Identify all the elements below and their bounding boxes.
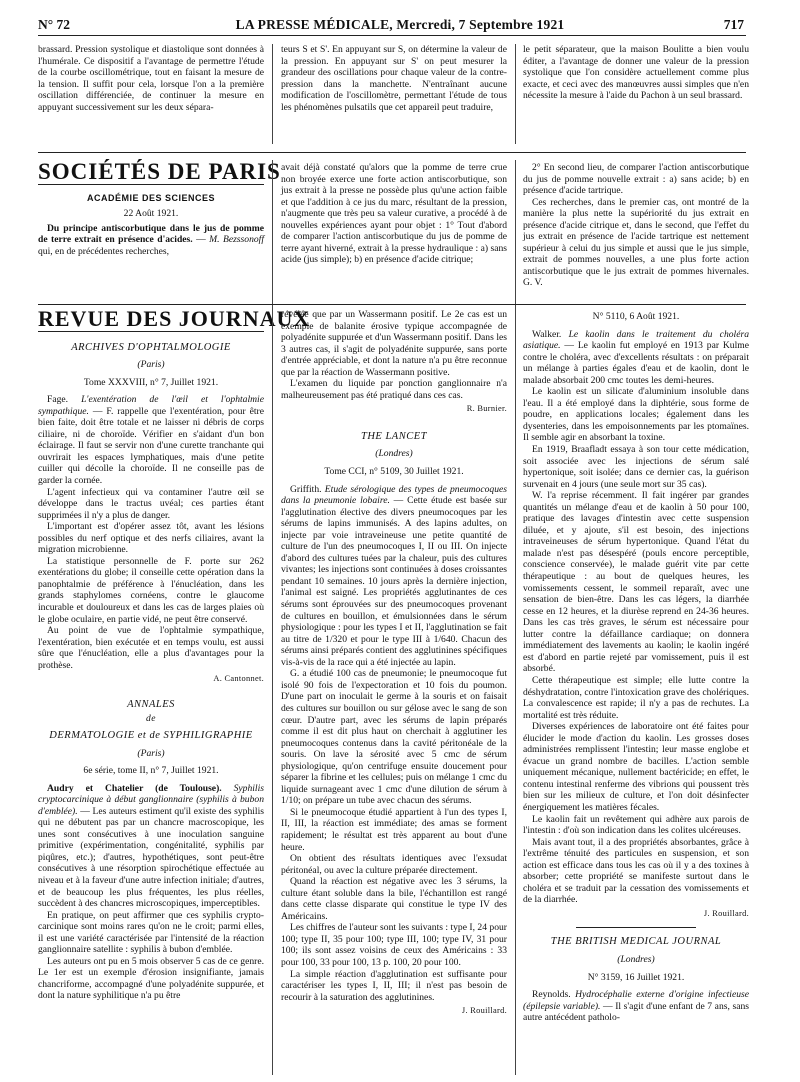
article-lead [38, 783, 264, 910]
session-date: 22 Août 1921. [123, 208, 179, 220]
academie-heading: ACADÉMIE DES SCIENCES [86, 192, 216, 203]
issue-number: N° 72 [38, 17, 71, 32]
body-paragraph: On obtient des résultats identiques avec l'exsudat péritonéal, ou avec la culture préparée directement. [281, 853, 507, 876]
signature: J. Rouillard. [461, 1006, 507, 1016]
top-paragraph: le petit séparateur, que la maison Boulitte a bien voulu éditer, a l'avantage de donner une valeur de la pression systolique que l'on considère actuellement comme plus exacte, et ceci avec des manœuvres aussi simples que n'en nécessite la mesure à l'aide du Pachon à un seul brassard. [523, 44, 749, 102]
journal-city: (Londres) [375, 448, 413, 460]
article-text: — Le kaolin fut employé en 1913 par Kulme contre le choléra, avec d'excellents résultats : on préparait un mélange à parties égales d'eau et de kaolin, dont le malade absorbait 200 cmc toutes les demi-heures. [523, 340, 749, 386]
body-paragraph: En 1919, Braafladt essaya à son tour cette médication, soit associée avec les injections de sérum salé hypertonique, soit isolée; dans ce dernier cas, la guérison survenait en 4 jours (une seule mort sur 35 cas). [523, 444, 749, 490]
article-title: L'exentération de l'œil et l'ophtalmie sympathique. [38, 394, 264, 417]
signature: R. Burnier. [466, 404, 507, 414]
journal-issue: Tome XXXVIII, n° 7, Juillet 1921. [83, 376, 219, 388]
body-paragraph: avait déjà constaté qu'alors que la pomme de terre crue non broyée exerce une forte action antiscorbutique, son jus extrait à la presse ne possède plus qu'une action faible et que l'addition à ce jus du marc, résultant de la pression, n'augmente que très peu sa valeur curative, a procédé à de nouvelles expériences ayant pour objet : 1° Tout d'abord de comparer l'action antiscorbutique du jus de pomme de terre ayant hiverné, extrait à la presse hydraulique : a) sans acide (jus simple); b) en présence d'acide citrique; [281, 162, 507, 266]
journal-issue: N° 3159, 16 Juillet 1921. [587, 971, 685, 983]
signature: A. Cantonnet. [213, 674, 264, 684]
body-paragraph: Les auteurs ont pu en 5 mois observer 5 cas de ce genre. Le 1er est un exemple d'érosion insignifiante, jamais chancriforme, accompagné d'une polyadénite suppurée, et dont la nature syphilitique n'a pu être [38, 955, 264, 1002]
article-author: Griffith. [290, 483, 322, 495]
body-paragraph: W. l'a reprise récemment. Il fait ingérer par grandes quantités un mélange d'eau et de kaolin à 50 pour 100, pratique des lavages d'intestin avec cette suspension diluée, et y ajoute, s'il est besoin, des injections intraveineuses de sérum hypertonique. Quand l'état du malade n'est pas désespéré (pouls encore perceptible, conscience conservée), le malade guérit vite par cette thérapeutique : au bout de quelques heures, les vomissements cessent, le sommeil reparaît, avec une sensation de bien-être. Dans les cas légers, la diarrhée cesse en 12 heures, et la diurèse reprend en 24-36 heures. Dans les cas très graves, le sérum est nécessaire pour lutter contre la défaillance cardiaque; on donnera immédiatement des lavements au kaolin; le kaolin ingéré est d'abord en partie rejeté par vomissement, puis il est absorbé. [523, 490, 749, 675]
body-paragraph: En pratique, on peut affirmer que ces syphilis crypto-carcinique sont moins rares qu'on ne le croit; parmi elles, il est une variété caractérisée par l'intensité de la réaction ganglionnaire satellite : syphilis à bubon d'emblée. [38, 909, 264, 956]
body-paragraph: Le kaolin fait un revêtement qui adhère aux parois de l'intestin : d'où son indication dans les colites ulcéreuses. [523, 813, 749, 837]
body-paragraph: Diverses expériences de laboratoire ont été faites pour élucider le mode d'action du kaolin. Les grosses doses administrées remplissent l'intestin; leur masse englobe et évacue un grand nombre de bacilles. L'action semble uniquement mécanique, nullement bactéricide; en effet, le contenu intestinal renferme des vibrions qui poussent très bien sur les milieux de culture, et l'on doit désinfecter énergiquement les matières fécales. [523, 721, 749, 813]
article-title: Syphilis cryptocarcinique à début ganglionnaire (syphilis à bubon d'emblée). [38, 782, 264, 817]
body-paragraph: La statistique personnelle de F. porte sur 262 exentérations du globe; il conseille cette opération dans la panophtalmie de préférence à l'énucléation, dans les grands staphylomes cornéens, contre le glaucome incurable et douloureux et dans les cas de larges plaies où le globe oculaire, en partie vidé, ne peut être conservé. [38, 555, 264, 625]
body-paragraph: G. a étudié 100 cas de pneumonie; le pneumocoque fut isolé 90 fois de l'expectoration et 10 fois du poumon. D'une part on inoculait le germe à la souris et on faisait des cultures sur bouillon ou sur gélose avec le sang de son cœur. D'autre part, avec les sérums de lapin préparés comme il est dit plus haut on cherchait à agglutiner les pneumocoques contenus dans la cavité péritonéale de la souris. On lave la sérosité avec 5 cmc de sérum physiologique, qu'on centrifuge ensuite doucement pour séparer la fibrine et les cellules; puis on mélange 1 cmc du liquide surnageant avec 1 cmc d'une dilution de sérum à 1/10; on prépare un tube avec chacun des sérums. [281, 668, 507, 807]
section-rule [38, 152, 746, 153]
journal-name: DERMATOLOGIE et de SYPHILIGRAPHIE [49, 729, 253, 741]
article-text: — Les auteurs estiment qu'il existe des syphilis qui ne débutent pas par un chancre macroscopique, les unes sont consécutives à une inoculation sanguine primitive (expérimentation, congénitalité, syphilis par piqûres, etc.); d'autres, hypothétiques, sont peut-être consécutives à une résorption spirochétique effectuée au niveau et à la faveur d'une autre infection initiale; d'autres, et de beaucoup les plus fréquentes, les plus réelles, succèdent à des chancres microscopiques, imperceptibles. [38, 805, 264, 910]
section-title-revue: REVUE DES JOURNAUX [38, 306, 311, 331]
journal-city: (Paris) [137, 359, 165, 371]
journal-issue: Tome CCI, n° 5109, 30 Juillet 1921. [324, 466, 464, 478]
column-rule [515, 309, 516, 1075]
body-paragraph: Les chiffres de l'auteur sont les suivants : type I, 24 pour 100; type II, 35 pour 100; type III, 100; type IV, 31 pour 100; ils sont assez voisins de ceux des Américains : 33 pour 100, 33 pour 100, 13 p. 100, 20 pour 100. [281, 922, 507, 968]
journal-name: THE BRITISH MEDICAL JOURNAL [550, 936, 722, 948]
body-paragraph: Au point de vue de l'ophtalmie sympathique, l'exentération, bien exécutée et en temps voulu, est aussi sûre que l'énucléation, elle a plus d'avantages pour la prothèse. [38, 625, 264, 671]
body-paragraph: L'important est d'opérer assez tôt, avant les lésions possibles du nerf optique et des nerfs ciliaires, avant la migration microbienne. [38, 521, 264, 556]
separator-rule [576, 927, 696, 928]
lead-paragraph: Du principe antiscorbutique dans le jus de pomme de terre extrait en présence d'acides. — M. Bezssonoff qui, en de précédentes recherches, [38, 222, 264, 257]
body-paragraph: révélée que par un Wassermann positif. Le 2e cas est un exemple de balanite érosive typique accompagnée de polyadénite suppurée et d'un Wassermann positif. Dans les 3 autres cas, il s'agit de polyadénite suppurée, sans porte d'entrée appréciable, et dont la nature n'a pu être reconnue que par la réaction de Wassermann positive. [281, 309, 507, 378]
journal-city: (Londres) [617, 953, 655, 965]
section-rule [38, 304, 746, 305]
signature: J. Rouillard. [703, 908, 749, 918]
article-text: — Cette étude est basée sur l'agglutination élective des divers pneumocoques par les sérums de lapins immunisés. A des lapins adultes, on injecte par voie intraveineuse une petite quantité de culture de l'un des pneumocoques I, II ou III. On injecte d'abord des cultures tuées par la chaleur, puis des cultures vivantes; les injections sont continuées à doses croissantes pendant 10 semaines. 10 jours après la dernière injection, l'animal est saigné. Les propriétés agglutinantes de ces sérums sont éprouvées sur des pneumocoques provenant de cultures en bouillon, et émulsionnées dans le sérum physiologique : pour les types I et II, l'agglutination se fait au titre de 1/320 et pour le type III à 1/640. Chacun des sérums ainsi préparés contient des agglutinines spécifiques vis-à-vis de la race qui a été injectée au lapin. [281, 495, 507, 668]
article-text: — F. rappelle que l'exentération, pour être bien faite, doit être totale et ne laisser ni débris de corps ciliaire, ni de choroïde. Vérifier en s'aidant d'un bon éclairage. Il faut se servir non d'une curette tranchante qui ouvrirait les espaces lymphatiques, mais d'une petite cuiller qui décolle la choroïde. Il ne conseille pas de garder la cornée. [38, 405, 264, 487]
body-paragraph [523, 197, 749, 289]
column-rule [515, 160, 516, 310]
article-lead [523, 329, 749, 387]
body-paragraph: Le kaolin est un silicate d'aluminium insoluble dans l'eau. Il a été employé dans la diphtérie, sous forme de poudre, en applications locales; également dans les dysenteries, dans les empoisonnements par les ptomaïnes. Il semble agir en absorbant la toxine. [523, 386, 749, 444]
journal-issue: N° 5110, 6 Août 1921. [592, 311, 680, 322]
body-paragraph: La simple réaction d'agglutination est suffisante pour caractériser les types I, II, III; il n'est pas besoin de recourir à la saturation des agglutinines. [281, 968, 507, 1003]
revue-column-3 [523, 309, 749, 1075]
body-paragraph: Mais avant tout, il a des propriétés absorbantes, grâce à l'extrême ténuité des particules en suspension, et son action est efficace dans tous les cas où il y a des toxines à absorber; cette propriété se manifeste surtout dans le choléra et se traduit par la cessation des vomissements et de la diarrhée. [523, 836, 749, 906]
article-title: Etude sérologique des types de pneumocoques dans la pneumonie lobaire. [281, 483, 507, 507]
top-paragraph: brassard. Pression systolique et diastolique sont données à l'humérale. Ce dispositif a l'avantage de permettre l'étude de la courbe oscillométrique, tout en faisant la mesure de la tension. Il suffit pour cela, lorsque l'on a la première oscillation différenciée, de continuer la mesure en appuyant successivement sur les deux sépara- [38, 44, 264, 113]
signature: G. V. [523, 277, 543, 289]
journal-name: ARCHIVES D'OPHTALMOLOGIE [71, 341, 231, 353]
column-rule [515, 44, 516, 144]
running-title: LA PRESSE MÉDICALE, Mercredi, 7 Septembre 1921 [235, 17, 565, 32]
article-title: Le kaolin dans le traitement du choléra asiatique. [523, 328, 749, 352]
body-paragraph: L'agent infectieux qui va contaminer l'autre œil se développe dans le tractus uvéal; ces parties étant supprimées il n'y a plus de danger. [38, 486, 264, 521]
societes-column-1 [38, 159, 281, 322]
page-number: 717 [723, 17, 744, 32]
lead-title: Du principe antiscorbutique dans le jus de pomme de terre extrait en présence d'acides. [38, 222, 264, 246]
article-title: Hydrocéphalie externe d'origine infectieuse (épilepsie variable). [523, 989, 749, 1012]
journal-name: THE LANCET [361, 430, 427, 442]
lead-author: M. Bezssonoff [209, 234, 264, 246]
top-paragraph: teurs S et S'. En appuyant sur S, on détermine la valeur de la pression. En appuyant sur S' on peut mesurer la grandeur des oscillations pour chaque valeur de la contre-pression dans la manchette. N'entraînant aucune modification de l'oscillomètre, permettant l'étude de tous les phénomènes pulsatils que cet appareil peut traduire, [281, 44, 507, 113]
journal-name: de [146, 714, 156, 725]
header-rule [38, 35, 746, 36]
article-author: Audry et Chatelier (de Toulouse). [47, 782, 222, 794]
societes-column-2 [281, 162, 507, 312]
article-author: Reynolds. [532, 989, 571, 1001]
article-lead [281, 484, 507, 669]
journal-name: ANNALES [127, 698, 175, 710]
section-title-societes: SOCIÉTÉS DE PARIS [38, 159, 281, 184]
article-lead [38, 394, 264, 486]
article-lead [523, 989, 749, 1024]
article-text: — Il s'agit d'une enfant de 7 ans, sans autre antécédent patholo- [523, 1000, 749, 1024]
journal-issue: 6e série, tome II, n° 7, Juillet 1921. [83, 765, 219, 777]
revue-column-2 [281, 309, 507, 1075]
societes-column-3 [523, 162, 749, 312]
column-rule [272, 309, 273, 1075]
article-author: Fage. [47, 394, 69, 406]
body-paragraph: Si le pneumocoque étudié appartient à l'un des types I, II, III, la réaction est immédiate; des amas se forment rapidement; le résultat est très apparent au bout d'une heure. [281, 806, 507, 853]
body-paragraph: Cette thérapeutique est simple; elle lutte contre la déshydratation, contre l'intoxication grave des cholériques. La convalescence est rapide; il n'y a pas de rechutes. La mortalité est très réduite. [523, 674, 749, 721]
article-author: Walker. [532, 328, 562, 340]
body-paragraph: 2° En second lieu, de comparer l'action antiscorbutique du jus de pomme nouvelle extrait : a) sans acide; b) en présence d'acide tartrique. [523, 162, 749, 197]
column-rule [272, 44, 273, 144]
journal-city: (Paris) [137, 747, 165, 759]
body-text: Ces recherches, dans le premier cas, ont montré de la manière la plus nette la supériorité du jus extrait en présence d'acide citrique et, dans le second, que l'effet du jus extrait en présence de l'acide tartrique est nettement supérieur à celui du jus simple et aussi que le jus simple, extrait de pommes nouvelles, a une plus forte action antiscorbutique que le jus extrait de pommes hivernales. [523, 196, 749, 277]
lead-text: qui, en de précédentes recherches, [38, 245, 170, 257]
body-paragraph: L'examen du liquide par ponction ganglionnaire n'a malheureusement pas été pratiqué dans ces cas. [281, 378, 507, 401]
column-rule [272, 160, 273, 310]
body-paragraph: Quand la réaction est négative avec les 3 sérums, la culture étant soluble dans la bile, l'échantillon est rangé dans cette classe disparate qui constitue le type IV des Américains. [281, 876, 507, 922]
